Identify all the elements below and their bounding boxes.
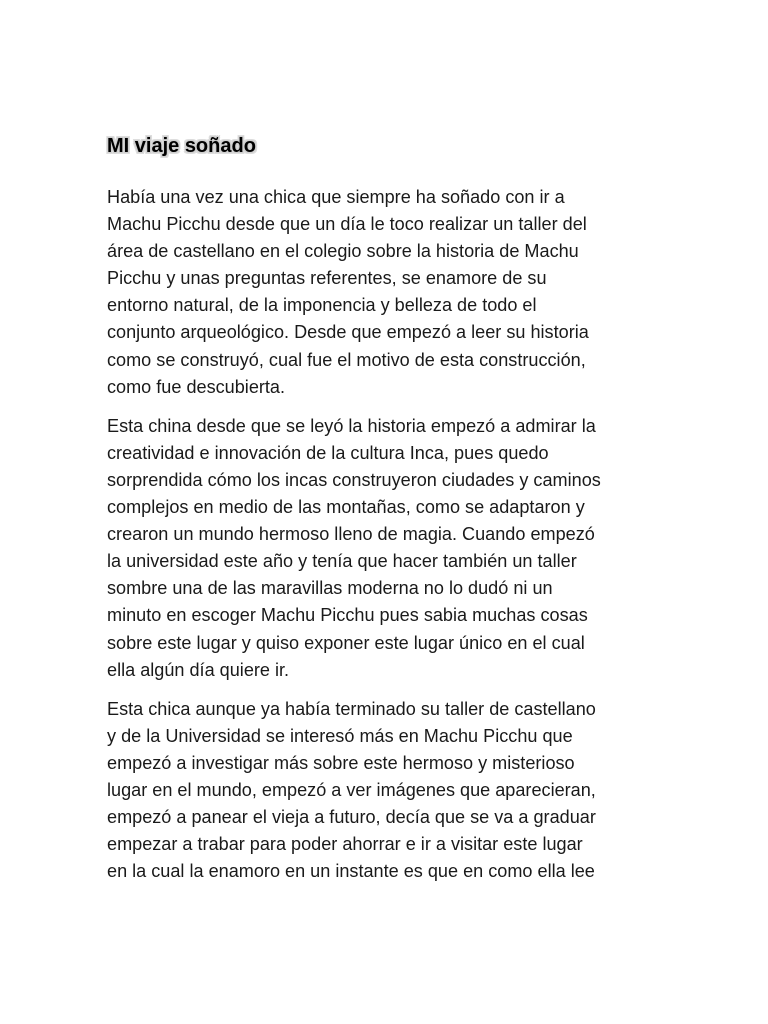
text-line: ella algún día quiere ir. bbox=[107, 659, 290, 680]
text-line: sombre una de las maravillas moderna no lo dudó ni un bbox=[107, 578, 553, 599]
text-line: lugar en el mundo, empezó a ver imágenes que aparecieran, bbox=[107, 779, 596, 800]
text-line: Había una vez una chica que siempre ha soñado con ir a bbox=[107, 187, 565, 207]
text-line: conjunto arqueológico. Desde que empezó a leer su historia bbox=[107, 322, 589, 343]
text-line: como se construyó, cual fue el motivo de esta construcción, bbox=[107, 349, 586, 370]
paragraph-3 bbox=[107, 696, 667, 886]
document-title: MI viaje soñado bbox=[107, 135, 256, 157]
text-line: empezó a investigar más sobre este hermoso y misterioso bbox=[107, 752, 575, 773]
text-line: y de la Universidad se interesó más en Machu Picchu que bbox=[107, 725, 573, 746]
text-line: Machu Picchu desde que un día le toco realizar un taller del bbox=[107, 214, 587, 235]
text-line: entorno natural, de la imponencia y belleza de todo el bbox=[107, 295, 537, 316]
text-line: la universidad este año y tenía que hacer también un taller bbox=[107, 551, 577, 572]
text-line: en la cual la enamoro en un instante es que en como ella lee bbox=[107, 861, 595, 882]
text-line: área de castellano en el colegio sobre la historia de Machu bbox=[107, 241, 579, 262]
text-line: complejos en medio de las montañas, como se adaptaron y bbox=[107, 497, 585, 518]
text-line: minuto en escoger Machu Picchu pues sabia muchas cosas bbox=[107, 605, 588, 626]
text-line: Esta chica aunque ya había terminado su taller de castellano bbox=[107, 698, 596, 719]
text-line: Picchu y unas preguntas referentes, se enamore de su bbox=[107, 268, 547, 289]
text-line: empezó a panear el vieja a futuro, decía que se va a graduar bbox=[107, 807, 596, 828]
document-body bbox=[107, 132, 667, 897]
paragraph-1 bbox=[107, 184, 667, 401]
text-line: como fue descubierta. bbox=[107, 376, 286, 397]
text-line: sobre este lugar y quiso exponer este lugar único en el cual bbox=[107, 632, 585, 653]
text-line: sorprendida cómo los incas construyeron ciudades y caminos bbox=[107, 469, 601, 490]
text-line: crearon un mundo hermoso lleno de magia. Cuando empezó bbox=[107, 524, 595, 545]
text-line: Esta china desde que se leyó la historia empezó a admirar la bbox=[107, 415, 596, 436]
text-line: empezar a trabar para poder ahorrar e ir a visitar este lugar bbox=[107, 834, 583, 855]
text-line: creatividad e innovación de la cultura Inca, pues quedo bbox=[107, 442, 549, 463]
paragraph-2 bbox=[107, 413, 667, 684]
